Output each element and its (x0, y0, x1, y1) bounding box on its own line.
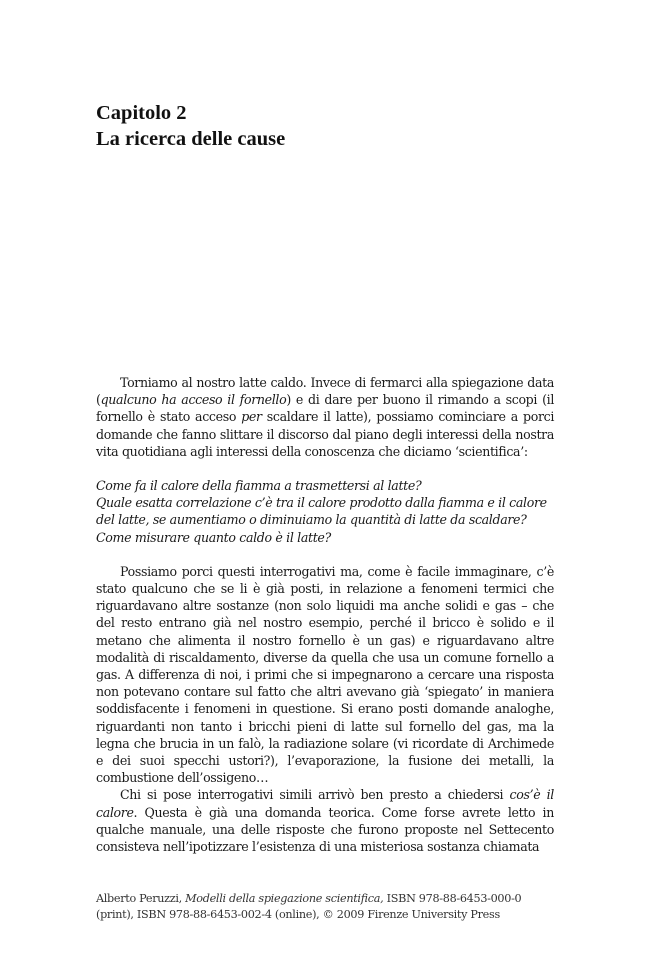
text-run: Chi si pose interrogativi simili arrivò ben presto a chiedersi (120, 787, 510, 803)
chapter-heading (96, 100, 285, 152)
paragraph-history: Possiamo porci questi interrogativi ma, come è facile immaginare, c’è stato qualcuno che se li è già posti, in relazione a fenomeni termici che riguardavano altre sostanze (non solo liquidi ma anche solidi e gas – che del resto entrano già nel nostro esempio, perché il bricco è solido e il metano che alimenta il nostro fornello è un gas) e riguardavano altre modalità di riscaldamento, diverse da quella che usa un comune fornello a gas. A differenza di noi, i primi che si impegnarono a cercare una risposta non potevano contare sul fatto che altri avevano già ‘spiegato’ in maniera soddisfacente i fenomeni in questione. Si erano posti domande analoghe, riguardanti non tanto i bricchi pieni di latte sul fornello del gas, ma la legna che brucia in un falò, la radiazione solare (vi ricordate di Archimede e dei suoi specchi ustori?), l’evaporazione, la fusione dei metalli, la combustione dell’ossigeno… (96, 563, 554, 786)
citation-footer (96, 891, 560, 923)
question-item: Quale esatta correlazione c’è tra il calore prodotto dalla fiamma e il calore del latte, se aumentiamo o diminuiamo la quantità di latte da scaldare? (96, 495, 547, 528)
paragraph-intro (96, 374, 554, 460)
italic-text: cos’è il calore (96, 787, 554, 820)
italic-text: per (241, 409, 262, 425)
citation-author: Alberto Peruzzi, (96, 892, 186, 905)
spacer (96, 460, 554, 477)
question-item: Come fa il calore della fiamma a trasmettersi al latte? (96, 478, 422, 494)
citation-line-1 (96, 891, 560, 907)
text-run: . Questa è già una domanda teorica. Come forse avrete letto in qualche manuale, una delle risposte che furono proposte nel Settecento consisteva nell’ipotizzare l’esistenza di una misteriosa sostanza chiamata (96, 804, 554, 855)
italic-text: qualcuno ha acceso il fornello (100, 392, 287, 408)
citation-book-title: Modelli della spiegazione scientifica, (185, 892, 384, 905)
question-item: Come misurare quanto caldo è il latte? (96, 529, 331, 545)
text-run: Torniamo al nostro latte caldo. Invece di fermarci alla spiegazione data ( (96, 375, 554, 408)
question-block (96, 477, 554, 546)
paragraph-heat-question (96, 786, 554, 855)
chapter-number: Capitolo 2 (96, 102, 187, 124)
citation-isbn: ISBN 978-88-6453-000-0 (383, 892, 522, 905)
chapter-body (96, 374, 554, 855)
spacer (96, 546, 554, 563)
text-run: ) e di dare per buono il rimando a scopi (il fornello è stato acceso (96, 392, 554, 425)
chapter-title: La ricerca delle cause (96, 128, 286, 150)
text-run: scaldare il latte), possiamo cominciare a porci domande che fanno slittare il discorso dal piano degli interessi della nostra vita quotidiana agli interessi della conoscenza che diciamo ‘scientifica’: (96, 409, 555, 459)
citation-line-2: (print), ISBN 978-88-6453-002-4 (online), © 2009 Firenze University Press (96, 908, 500, 921)
